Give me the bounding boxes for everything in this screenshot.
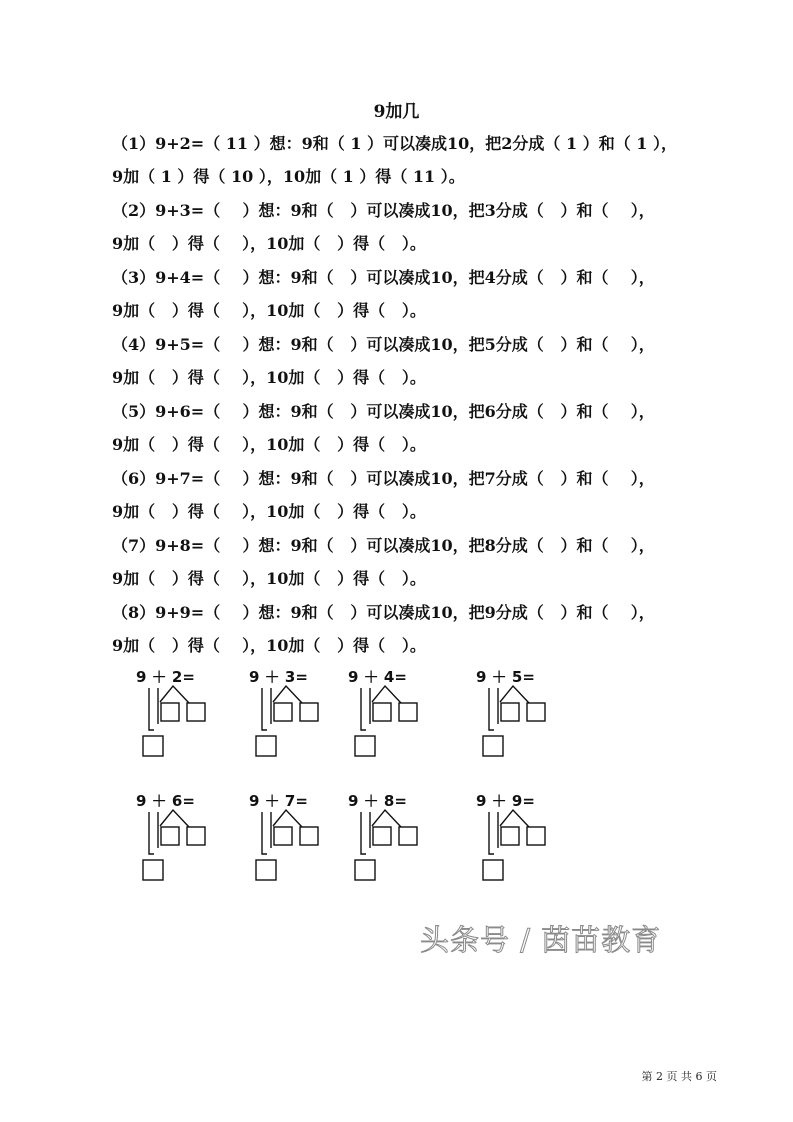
exercise-1-line-1: （1）9+2=（ 11 ）想：9和（ 1 ）可以凑成10，把2分成（ 1 ）和（ 1 ）， — [112, 134, 677, 153]
diagram-equation: 9 ＋ 5= — [476, 668, 535, 686]
diagram-equation: 9 ＋ 2= — [136, 668, 195, 686]
exercise-7-line-2: 9加（ ）得（ ），10加（ ）得（ ）。 — [112, 569, 426, 588]
answer-box — [527, 703, 545, 721]
bracket-line-outer — [262, 812, 267, 854]
answer-box — [373, 827, 391, 845]
exercise-4-line-2: 9加（ ）得（ ），10加（ ）得（ ）。 — [112, 368, 426, 387]
answer-box — [355, 860, 375, 880]
answer-box — [483, 736, 503, 756]
answer-box — [501, 703, 519, 721]
split-lines — [160, 686, 189, 703]
answer-box — [300, 827, 318, 845]
diagram-lines — [476, 668, 586, 768]
diagram-lines — [249, 668, 359, 768]
exercise-3-line-2: 9加（ ）得（ ），10加（ ）得（ ）。 — [112, 301, 426, 320]
decomposition-diagram — [476, 668, 586, 768]
answer-box — [527, 827, 545, 845]
answer-box — [373, 703, 391, 721]
diagram-lines — [476, 792, 586, 892]
diagram-equation: 9 ＋ 3= — [249, 668, 308, 686]
watermark: 头条号 / 茵苗教育 — [420, 923, 662, 957]
decomposition-diagram — [249, 792, 359, 892]
exercise-4-line-1: （4）9+5=（ ）想：9和（ ）可以凑成10，把5分成（ ）和（ ）， — [112, 335, 655, 354]
exercise-6-line-2: 9加（ ）得（ ），10加（ ）得（ ）。 — [112, 502, 426, 521]
exercise-8-line-2: 9加（ ）得（ ），10加（ ）得（ ）。 — [112, 636, 426, 655]
page-title: 9加几 — [373, 102, 420, 122]
bracket-line-outer — [489, 812, 494, 854]
diagram-lines — [249, 792, 359, 892]
answer-box — [274, 703, 292, 721]
exercise-5-line-1: （5）9+6=（ ）想：9和（ ）可以凑成10，把6分成（ ）和（ ）， — [112, 402, 655, 421]
answer-box — [143, 736, 163, 756]
page-footer: 第 2 页 共 6 页 — [641, 1070, 717, 1083]
exercise-2-line-2: 9加（ ）得（ ），10加（ ）得（ ）。 — [112, 234, 426, 253]
split-lines — [372, 686, 401, 703]
exercise-8-line-1: （8）9+9=（ ）想：9和（ ）可以凑成10，把9分成（ ）和（ ）， — [112, 603, 655, 622]
decomposition-diagram — [348, 668, 458, 768]
bracket-line-outer — [361, 688, 366, 730]
split-lines — [500, 686, 529, 703]
exercise-7-line-1: （7）9+8=（ ）想：9和（ ）可以凑成10，把8分成（ ）和（ ）， — [112, 536, 655, 555]
answer-box — [161, 703, 179, 721]
bracket-line-outer — [149, 812, 154, 854]
split-lines — [273, 810, 302, 827]
answer-box — [187, 703, 205, 721]
answer-box — [399, 703, 417, 721]
diagram-equation: 9 ＋ 6= — [136, 792, 195, 810]
answer-box — [143, 860, 163, 880]
exercise-6-line-1: （6）9+7=（ ）想：9和（ ）可以凑成10，把7分成（ ）和（ ）， — [112, 469, 655, 488]
diagram-equation: 9 ＋ 4= — [348, 668, 407, 686]
split-lines — [500, 810, 529, 827]
diagram-lines — [136, 792, 246, 892]
exercise-2-line-1: （2）9+3=（ ）想：9和（ ）可以凑成10，把3分成（ ）和（ ）， — [112, 201, 655, 220]
answer-box — [300, 703, 318, 721]
bracket-line-outer — [489, 688, 494, 730]
diagram-lines — [136, 668, 246, 768]
decomposition-diagram — [136, 792, 246, 892]
split-lines — [273, 686, 302, 703]
decomposition-diagram — [476, 792, 586, 892]
answer-box — [355, 736, 375, 756]
answer-box — [161, 827, 179, 845]
exercise-5-line-2: 9加（ ）得（ ），10加（ ）得（ ）。 — [112, 435, 426, 454]
diagram-lines — [348, 668, 458, 768]
answer-box — [501, 827, 519, 845]
exercise-1-line-2: 9加（ 1 ）得（ 10 ），10加（ 1 ）得（ 11 ）。 — [112, 167, 465, 186]
answer-box — [187, 827, 205, 845]
answer-box — [274, 827, 292, 845]
diagram-lines — [348, 792, 458, 892]
answer-box — [256, 860, 276, 880]
exercise-3-line-1: （3）9+4=（ ）想：9和（ ）可以凑成10，把4分成（ ）和（ ）， — [112, 268, 655, 287]
split-lines — [160, 810, 189, 827]
decomposition-diagram — [348, 792, 458, 892]
diagram-equation: 9 ＋ 8= — [348, 792, 407, 810]
answer-box — [483, 860, 503, 880]
decomposition-diagram — [136, 668, 246, 768]
diagram-equation: 9 ＋ 7= — [249, 792, 308, 810]
bracket-line-outer — [262, 688, 267, 730]
bracket-line-outer — [149, 688, 154, 730]
answer-box — [256, 736, 276, 756]
split-lines — [372, 810, 401, 827]
answer-box — [399, 827, 417, 845]
bracket-line-outer — [361, 812, 366, 854]
decomposition-diagram — [249, 668, 359, 768]
diagram-equation: 9 ＋ 9= — [476, 792, 535, 810]
